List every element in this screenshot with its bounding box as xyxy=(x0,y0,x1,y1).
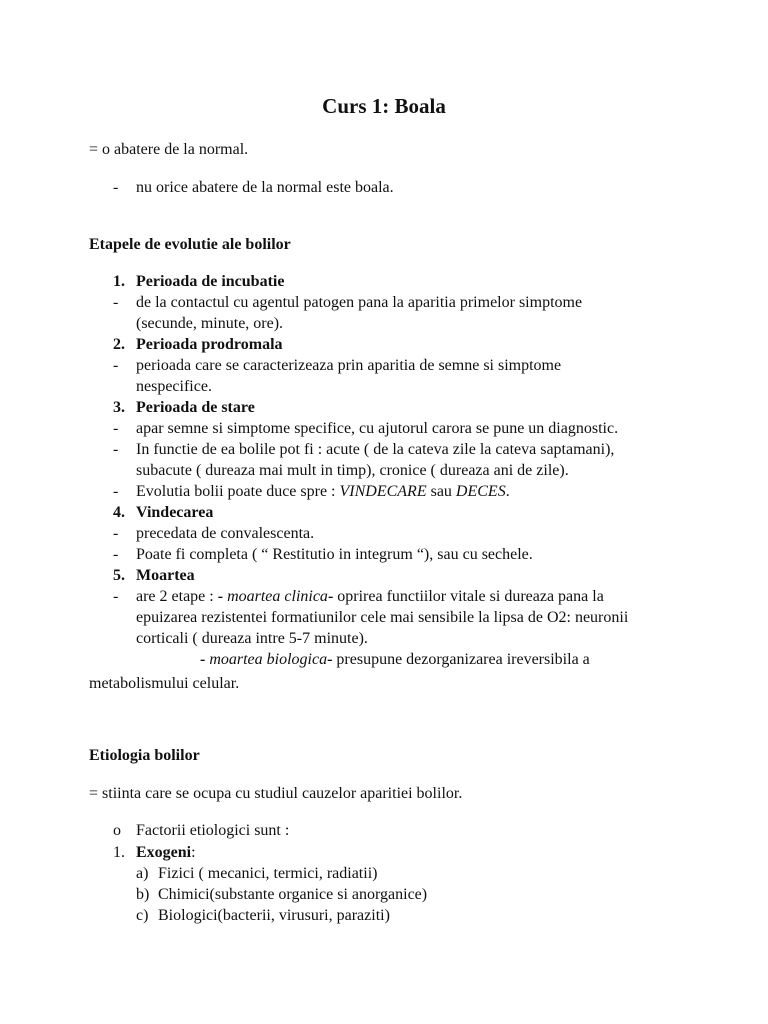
stage-text-evolution xyxy=(136,481,510,502)
stage-text: Poate fi completa ( “ Restitutio in integrum “), sau cu sechele. xyxy=(136,546,533,563)
stage-text: epuizarea rezistentei formatiunilor cele mai sensibile la lipsa de O2: neuronii xyxy=(136,609,629,626)
stage-text: precedata de convalescenta. xyxy=(136,525,315,542)
text-run: presupune dezorganizarea ireversibila a xyxy=(332,651,590,668)
emphasis-moartea-clinica: moartea clinica xyxy=(227,588,328,605)
list-letter: c) xyxy=(136,907,149,924)
emphasis-vindecare: VINDECARE xyxy=(339,483,427,500)
bullet-dash: - xyxy=(113,588,119,605)
factor-title-exogeni xyxy=(136,842,196,863)
list-number: 4. xyxy=(113,504,125,521)
factor-item: Chimici(substante organice si anorganice) xyxy=(158,886,428,903)
list-letter: a) xyxy=(136,865,149,882)
bullet-dash: - xyxy=(113,441,119,458)
stage-title-incubatie: Perioada de incubatie xyxy=(136,273,285,290)
section-heading-etiology: Etiologia bolilor xyxy=(89,747,200,764)
stage-title-prodromala: Perioada prodromala xyxy=(136,336,283,353)
stage-text: In functie de ea bolile pot fi : acute ( de la cateva zile la cateva saptamani), xyxy=(136,441,615,458)
text-run: sau xyxy=(426,483,456,500)
stage-title-moartea: Moartea xyxy=(136,567,195,584)
stage-text: corticali ( dureaza intre 5-7 minute). xyxy=(136,630,368,647)
emphasis-moartea-biologica: moartea biologica xyxy=(209,651,328,668)
etiology-definition: = stiinta care se ocupa cu studiul cauzelor aparitiei bolilor. xyxy=(89,785,463,802)
stage-text: nespecifice. xyxy=(136,378,212,395)
bullet-dash: - xyxy=(113,357,119,374)
list-number: 5. xyxy=(113,567,125,584)
list-number: 3. xyxy=(113,399,125,416)
stage-text: subacute ( dureaza mai mult in timp), cronice ( dureaza ani de zile). xyxy=(136,462,569,479)
bold-dash: - xyxy=(327,588,334,605)
page-title: Curs 1: Boala xyxy=(322,94,446,118)
factor-item: Biologici(bacterii, virusuri, paraziti) xyxy=(158,907,390,924)
definition-text: = o abatere de la normal. xyxy=(89,141,249,158)
list-number: 2. xyxy=(113,336,125,353)
list-number: 1. xyxy=(113,273,125,290)
text-run: are 2 etape : xyxy=(136,588,218,605)
bullet-dash: - xyxy=(113,525,119,542)
factors-intro: Factorii etiologici sunt : xyxy=(136,822,290,839)
stage-text: metabolismului celular. xyxy=(89,675,240,692)
factor-item: Fizici ( mecanici, termici, radiatii) xyxy=(158,865,378,882)
bullet-dash: - xyxy=(113,294,119,311)
text-run: . xyxy=(505,483,510,500)
stage-title-stare: Perioada de stare xyxy=(136,399,255,416)
stage-text: apar semne si simptome specifice, cu ajutorul carora se pune un diagnostic. xyxy=(136,420,619,437)
emphasis-deces: DECES xyxy=(455,483,506,500)
stage-text: de la contactul cu agentul patogen pana la aparitia primelor simptome xyxy=(136,294,583,311)
bold-dash: - xyxy=(327,651,333,668)
section-heading-stages: Etapele de evolutie ale bolilor xyxy=(89,236,291,253)
bullet-dash: - xyxy=(113,483,119,500)
stage-text-death-biological xyxy=(200,649,590,670)
stage-text: (secunde, minute, ore). xyxy=(136,315,284,332)
list-letter: b) xyxy=(136,886,150,903)
text-run: : xyxy=(191,844,196,861)
bullet-dash: - xyxy=(113,546,119,563)
bullet-dash: - xyxy=(113,420,119,437)
stage-text-death-clinical xyxy=(136,586,604,607)
definition-note: nu orice abatere de la normal este boala. xyxy=(136,179,394,196)
bold-dash: - xyxy=(200,651,210,668)
stage-title-vindecarea: Vindecarea xyxy=(136,504,214,521)
text-run: Evolutia bolii poate duce spre : xyxy=(136,483,340,500)
stage-text: perioada care se caracterizeaza prin aparitia de semne si simptome xyxy=(136,357,562,374)
bold-term: Exogeni xyxy=(136,844,192,861)
list-number: 1. xyxy=(113,844,125,861)
bullet-circle: o xyxy=(113,822,121,839)
bold-dash: - xyxy=(217,588,228,605)
bullet-dash: - xyxy=(113,179,119,196)
text-run: oprirea functiilor vitale si dureaza pana la xyxy=(333,588,604,605)
